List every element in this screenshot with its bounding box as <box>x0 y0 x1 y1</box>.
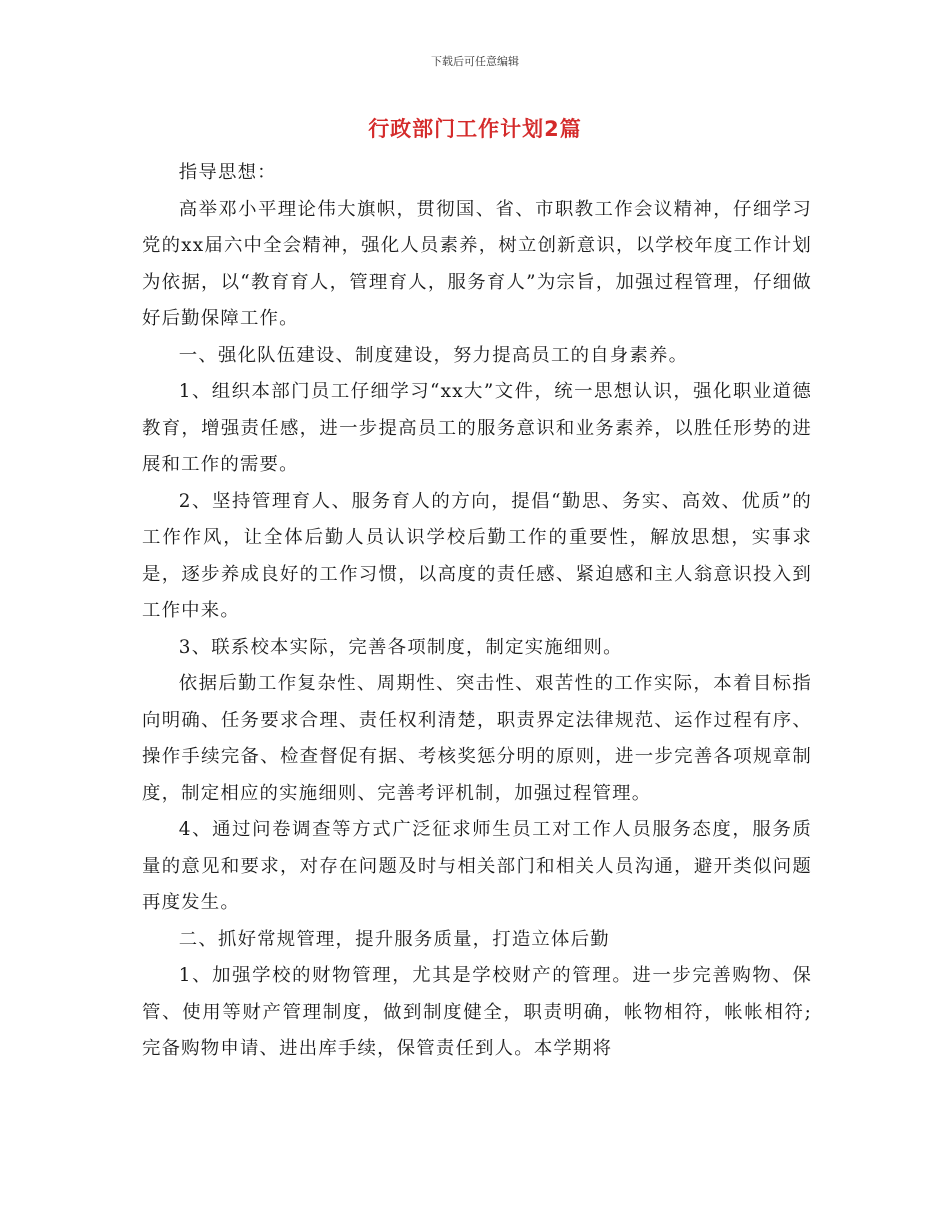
document-title: 行政部门工作计划2篇 <box>368 117 582 141</box>
paragraph: 二、抓好常规管理，提升服务质量，打造立体后勤 <box>178 928 610 950</box>
paragraph: 1、加强学校的财物管理，尤其是学校财产的管理。进一步完善购物、保管、使用等财产管理制度，做到制度健全，职责明确，帐物相符，帐帐相符;完备购物申请、进出库手续，保管责任到人。本学期将 <box>142 965 812 1059</box>
paragraph: 高举邓小平理论伟大旗帜，贯彻国、省、市职教工作会议精神，仔细学习党的xx届六中全会精神，强化人员素养，树立创新意识，以学校年度工作计划为依据，以“教育育人，管理育人，服务育人”为宗旨，加强过程管理，仔细做好后勤保障工作。 <box>142 198 812 329</box>
paragraph: 指导思想： <box>178 162 277 183</box>
header-note: 下载后可任意编辑 <box>431 55 519 68</box>
paragraph: 2、坚持管理育人、服务育人的方向，提倡“勤思、务实、高效、优质”的工作作风，让全体后勤人员认识学校后勤工作的重要性，解放思想，实事求是，逐步养成良好的工作习惯，以高度的责任感、紧迫感和主人翁意识投入到工作中来。 <box>142 490 812 621</box>
paragraph: 一、强化队伍建设、制度建设，努力提高员工的自身素养。 <box>178 344 689 366</box>
paragraph: 3、联系校本实际，完善各项制度，制定实施细则。 <box>178 636 623 658</box>
document-body <box>142 155 812 1068</box>
paragraph: 4、通过问卷调查等方式广泛征求师生员工对工作人员服务态度，服务质量的意见和要求，对存在问题及时与相关部门和相关人员沟通，避开类似问题再度发生。 <box>142 819 812 913</box>
paragraph: 1、组织本部门员工仔细学习“xx大”文件，统一思想认识，强化职业道德教育，增强责任感，进一步提高员工的服务意识和业务素养，以胜任形势的进展和工作的需要。 <box>142 381 812 475</box>
paragraph: 依据后勤工作复杂性、周期性、突击性、艰苦性的工作实际，本着目标指向明确、任务要求合理、责任权利清楚，职责界定法律规范、运作过程有序、操作手续完备、检查督促有据、考核奖惩分明的原则，进一步完善各项规章制度，制定相应的实施细则、完善考评机制，加强过程管理。 <box>142 673 812 804</box>
